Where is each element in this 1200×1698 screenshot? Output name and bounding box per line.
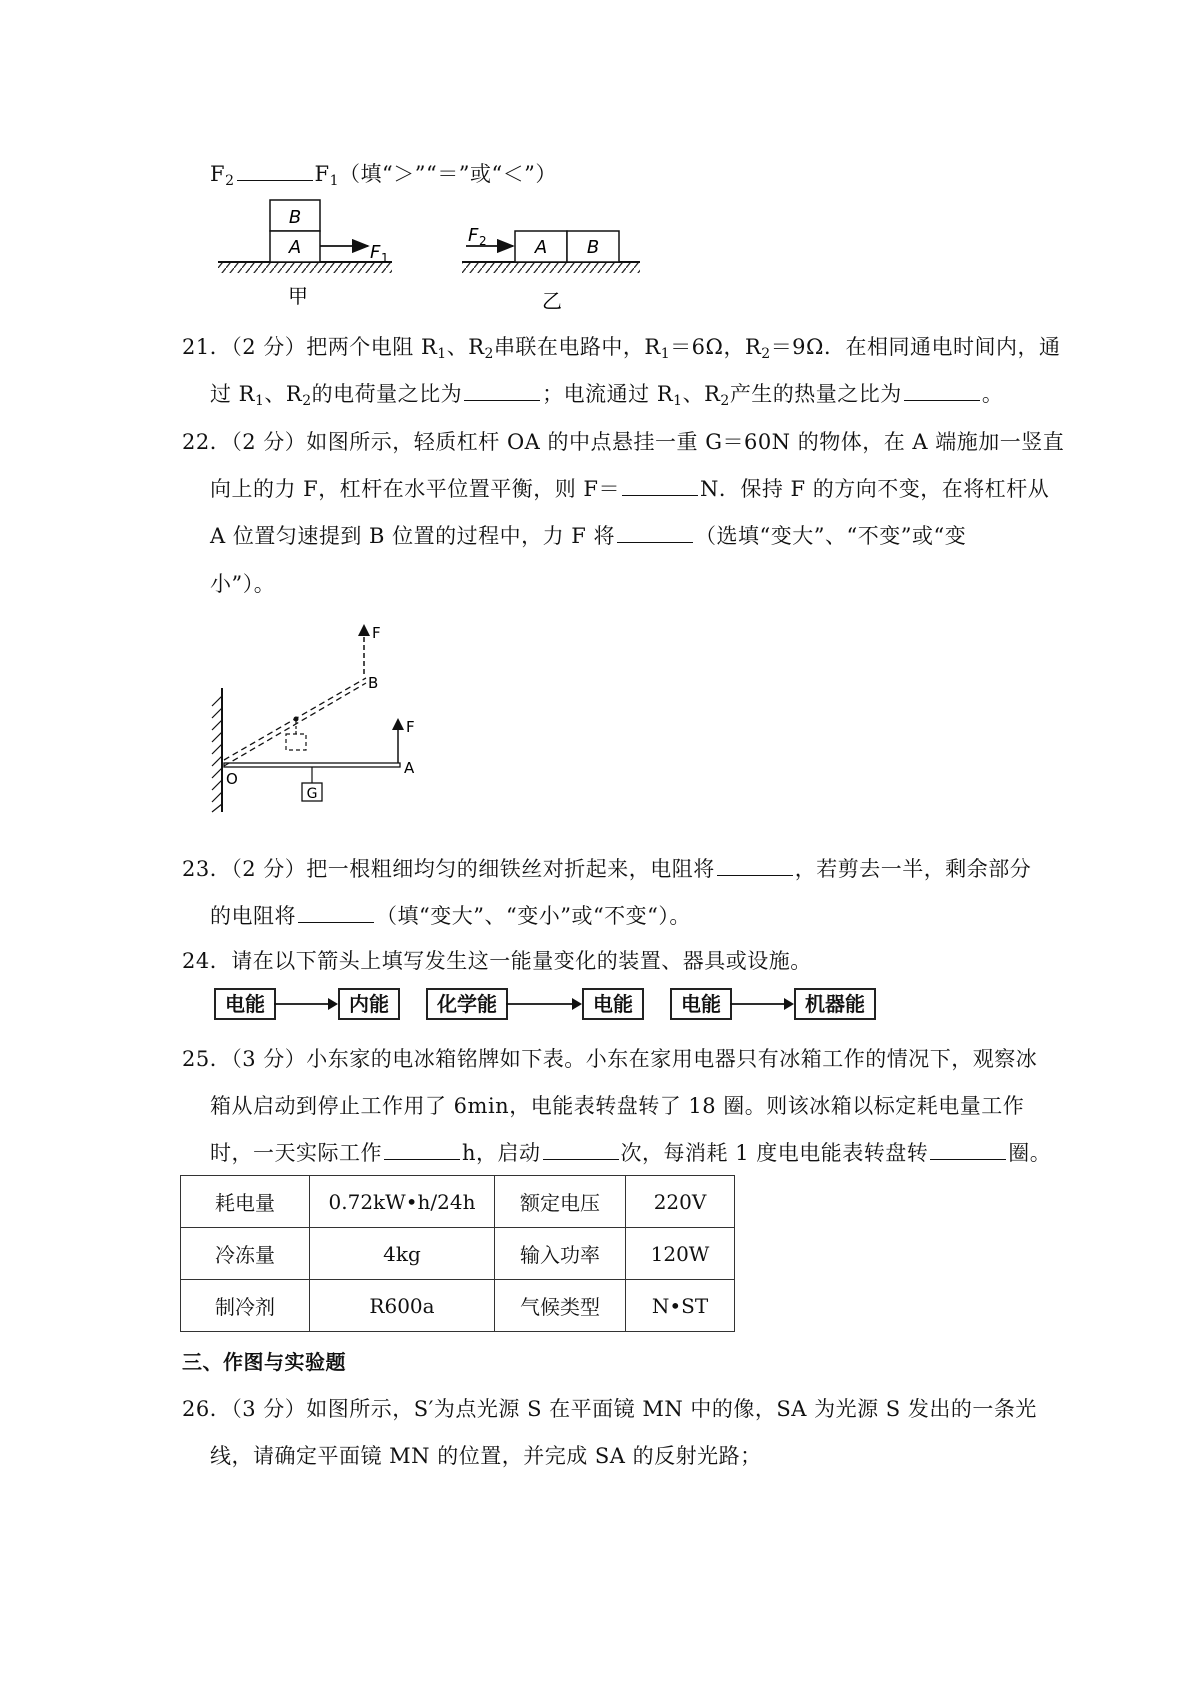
table-row: 制冷剂 R600a 气候类型 N•ST [181,1280,735,1332]
table-row: 冷冻量 4kg 输入功率 120W [181,1228,735,1280]
lever-oa [224,763,400,767]
label-g: G [306,786,318,802]
q26-line1: 26．（3 分）如图所示，S′为点光源 S 在平面镜 MN 中的像，SA 为光源 S 发出的一条光 [182,1397,1037,1421]
figure-yi [462,225,640,313]
chain3-arrow[interactable] [730,994,794,1014]
q22-line3: A 位置匀速提到 B 位置的过程中，力 F 将 （选填“变大”、“不变”或“变 [210,524,967,548]
label-f2: F [468,225,479,246]
chain2-to: 电能 [582,988,644,1020]
label-f-a: F [406,718,415,736]
q23-blank-cut[interactable] [298,902,374,923]
q25-line3: 时，一天实际工作 h，启动 次，每消耗 1 度电电能表转盘转 圈。 [210,1141,1052,1165]
q25-line1: 25．（3 分）小东家的电冰箱铭牌如下表。小东在家用电器只有冰箱工作的情况下，观察冰 [182,1047,1038,1071]
caption-yi: 乙 [542,289,562,313]
label-b: B [368,674,379,692]
chain2-from: 化学能 [426,988,508,1020]
label-b: B [586,237,600,258]
table-row: 耗电量 0.72kW•h/24h 额定电压 220V [181,1176,735,1228]
q22-line2: 向上的力 F，杠杆在水平位置平衡，则 F＝ N．保持 F 的方向不变，在将杠杆从 [210,477,1050,501]
label-a: A [534,237,548,258]
q21-line2: 过 $R_1$、$R_2$的电荷量之比为 ；电流通过 $R_1$、$R_2$产生的热量之比为 。 [210,382,1004,409]
section-heading: 三、作图与实验题 [182,1350,346,1374]
chain3-to: 机器能 [794,988,876,1020]
q22-lever-figure [208,616,428,816]
q25-blank-starts[interactable] [543,1139,619,1160]
caption-jia: 甲 [288,284,308,308]
q22-blank-change[interactable] [617,522,693,543]
label-b: B [288,207,302,228]
label-a: A [288,237,302,258]
chain1-to: 内能 [338,988,400,1020]
q25-blank-revs[interactable] [930,1139,1006,1160]
label-f-b: F [372,624,381,642]
q21-blank-heat[interactable] [904,380,980,401]
q20-figure [210,198,650,313]
q22-line4: 小”）。 [210,572,276,596]
fridge-spec-table [180,1175,735,1332]
chain1-arrow[interactable] [274,994,338,1014]
label-o: O [226,770,238,788]
q25-line2: 箱从启动到停止工作用了 6min，电能表转盘转了 18 圈。则该冰箱以标定耗电量工作 [210,1094,1025,1118]
q21-blank-charge[interactable] [464,380,540,401]
q23-blank-fold[interactable] [717,855,793,876]
q23-line2: 的电阻将 （填“变大”、“变小”或“不变“）。 [210,904,691,928]
q20-answer-blank[interactable] [237,160,313,181]
weight-g-dashed [286,734,306,750]
chain2-arrow[interactable] [506,994,582,1014]
figure-jia [218,200,392,308]
q24-energy-chains [210,988,870,1020]
q23-line1: 23．（2 分）把一根粗细均匀的细铁丝对折起来，电阻将 ，若剪去一半，剩余部分 [182,857,1032,881]
q22-line1: 22．（2 分）如图所示，轻质杠杆 OA 的中点悬挂一重 G＝60N 的物体，在 A 端施加一竖直 [182,430,1065,454]
chain3-from: 电能 [670,988,732,1020]
q24-line: 24．请在以下箭头上填写发生这一能量变化的装置、器具或设施。 [182,949,812,973]
q25-blank-hours[interactable] [384,1139,460,1160]
q26-line2: 线，请确定平面镜 MN 的位置，并完成 SA 的反射光路； [210,1444,762,1468]
q20-compare-line: $F_2$ $F_1$（填“＞”“＝”或“＜”） [210,162,557,189]
q22-blank-force[interactable] [622,475,698,496]
label-f2-sub: 2 [479,234,487,248]
chain1-from: 电能 [214,988,276,1020]
label-f1: F [370,242,381,263]
label-a: A [404,759,415,777]
label-f1-sub: 1 [381,251,389,265]
q21-line1: 21．（2 分）把两个电阻 $R_1$、$R_2$串联在电路中，$R_1=6\Omega$，$R_2=9\Omega$．在相同通电时间内，通 [182,335,1061,362]
